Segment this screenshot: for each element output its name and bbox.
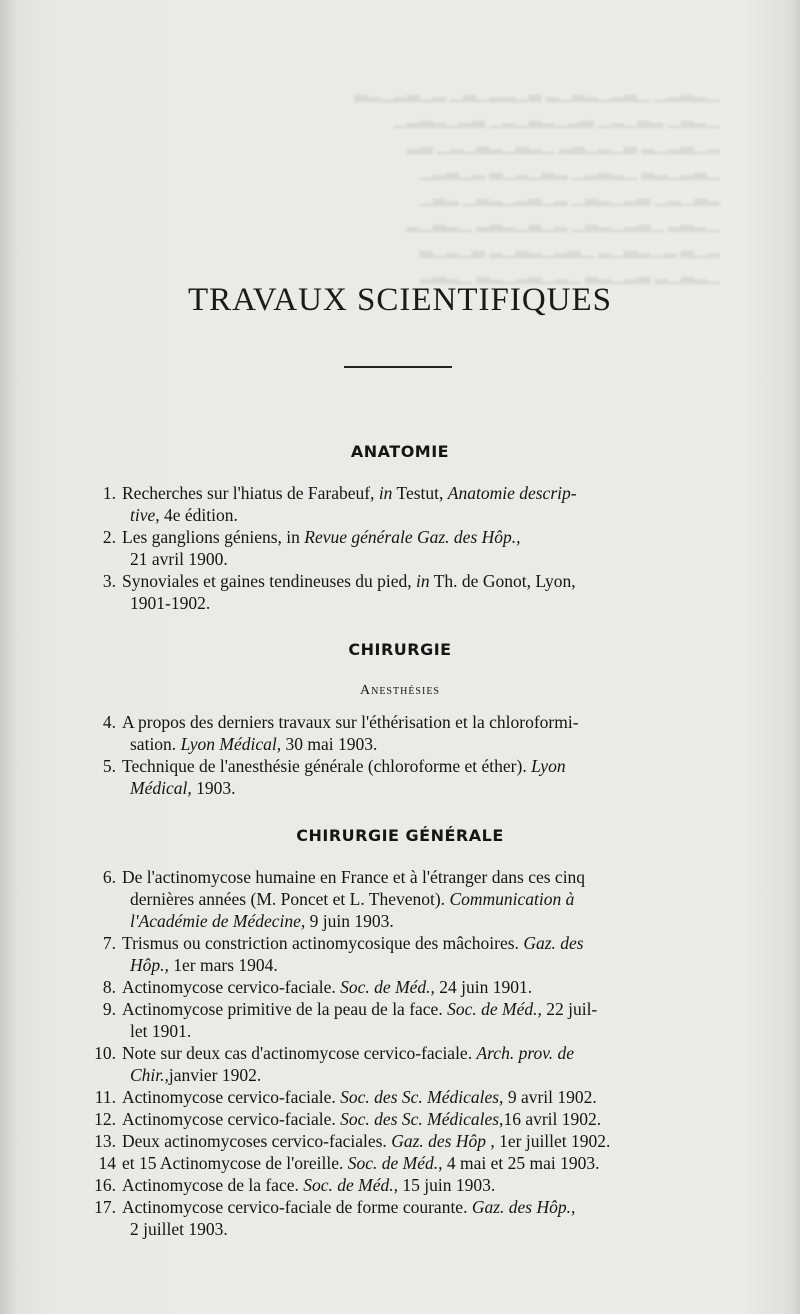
list-item: 8. Actinomycose cervico-faciale. Soc. de Méd., 24 juin 1901.	[102, 977, 533, 997]
list-item: 9. Actinomycose primitive de la peau de la face. Soc. de Méd., 22 juil- let 1901.	[102, 999, 598, 1041]
list-item: 10. Note sur deux cas d'actinomycose cervico-faciale. Arch. prov. de Chir.,janvier 1902.	[94, 1043, 574, 1085]
list-item: 16. Actinomycose de la face. Soc. de Méd., 15 juin 1903.	[94, 1175, 496, 1195]
subsection-anesthesies: Anesthésies	[359, 683, 440, 698]
list-item: 17. Actinomycose cervico-faciale de forme courante. Gaz. des Hôp., 2 juillet 1903.	[94, 1197, 576, 1239]
list-item: 12. Actinomycose cervico-faciale. Soc. des Sc. Médicales,16 avril 1902.	[94, 1109, 602, 1129]
list-item: 14 et 15 Actinomycose de l'oreille. Soc. de Méd., 4 mai et 25 mai 1903.	[98, 1153, 600, 1173]
title-rule	[344, 366, 452, 368]
bleed-through-texture: ▁▂▃▂▁ ▁▃▂▁▂▃▁▂ ▃▁▂▂▁▃▁ ▂▁▃▂▁▂▃ ▁▂▃▁ ▂▃▁▂▁ ▃▂▁▂▃▁▂▁ ▃▂▁▂▃▂▁ ▂▁▃▂▁▂ ▃▁▂▁▃▂ ▁▂▃▁▂▃▁▂▁ ▃▂ ▁▃▂▁▂▃ ▁▂▃▂▁ ▂▃▁▂▁▃ ▂▁▃▂▁ ▂▃▁▂▁ ▃▂▁▂▃▁ ▂▁▃▂▁▂▃▁ ▂▃▁ ▁▂▃▂ ▁▃▂▁▂▃▁ ▂▁▃▁▂▃▂ ▁▂▃▁▂ ▂▁▃ ▂▁▂▃▁▂ ▁▃▂▁▂▃▁▂ ▃▁▂▁▃ ▁▂▃▁▂ ▃▂▁▂▃ ▁▂▁▃▂▁▂▃ ▁▂▃▂	[354, 83, 720, 284]
list-item: 7. Trismus ou constriction actinomycosique des mâchoires. Gaz. des Hôp., 1er mars 1904.	[102, 933, 584, 975]
section-heading-anatomie: ANATOMIE	[350, 442, 450, 461]
page-title: TRAVAUX SCIENTIFIQUES	[187, 282, 613, 318]
list-item: 6. De l'actinomycose humaine en France et à l'étranger dans ces cinq dernières années (M. Poncet et L. Thevenot). Communication à l'Académie de Médecine, 9 juin 1903.	[102, 867, 586, 931]
list-item: 13. Deux actinomycoses cervico-faciales. Gaz. des Hôp , 1er juillet 1902.	[94, 1131, 611, 1151]
list-item: 1. Recherches sur l'hiatus de Farabeuf, in Testut, Anatomie descrip- tive, 4e édition.	[102, 483, 577, 525]
section-heading-chirurgie-generale: CHIRURGIE GÉNÉRALE	[296, 826, 504, 845]
list-item: 11. Actinomycose cervico-faciale. Soc. des Sc. Médicales, 9 avril 1902.	[94, 1087, 597, 1107]
list-item: 5. Technique de l'anesthésie générale (chloroforme et éther). Lyon Médical, 1903.	[102, 756, 566, 798]
section-heading-chirurgie: CHIRURGIE	[348, 640, 452, 659]
list-item: 2. Les ganglions géniens, in Revue générale Gaz. des Hôp., 21 avril 1900.	[102, 527, 521, 569]
list-item: 3. Synoviales et gaines tendineuses du pied, in Th. de Gonot, Lyon, 1901-1902.	[102, 571, 576, 613]
list-item: 4. A propos des derniers travaux sur l'éthérisation et la chloroformi- sation. Lyon Médical, 30 mai 1903.	[102, 712, 579, 754]
